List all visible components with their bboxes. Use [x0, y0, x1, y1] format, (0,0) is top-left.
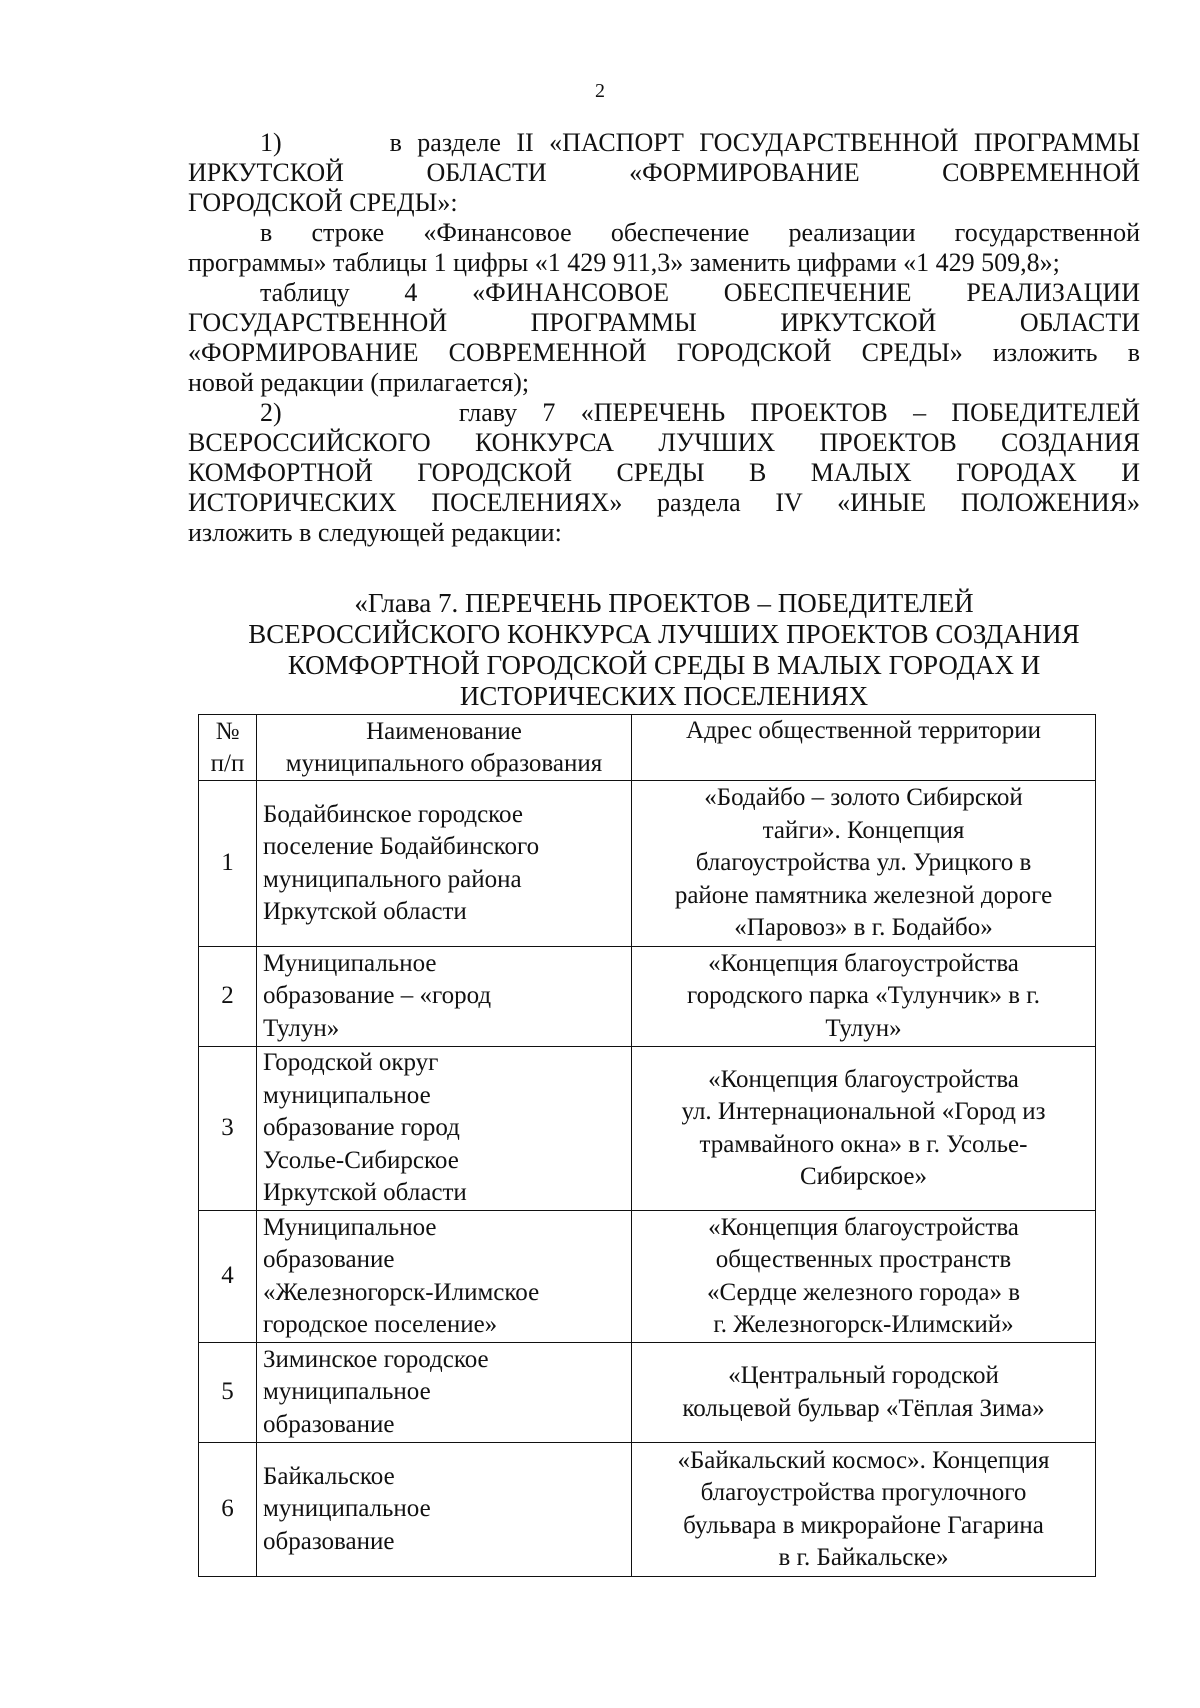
line: ВСЕРОССИЙСКОГО КОНКУРСА ЛУЧШИХ ПРОЕКТОВ СОЗДАНИЯ [188, 428, 1140, 457]
municipality-cell: Муниципальное образование «Железногорск-Илимское городское поселение» [257, 1211, 632, 1343]
address-cell: «Центральный городской кольцевой бульвар «Тёплая Зима» [632, 1343, 1096, 1443]
paragraph-financing-row [188, 218, 1140, 278]
address-cell: «Концепция благоустройства городского парка «Тулунчик» в г. Тулун» [632, 947, 1096, 1047]
chapter-title-line: КОМФОРТНОЙ ГОРОДСКОЙ СРЕДЫ В МАЛЫХ ГОРОДАХ И [287, 650, 1041, 680]
amendment-text [188, 128, 1140, 548]
municipality-cell: Байкальское муниципальное образование [257, 1443, 632, 1577]
line: новой редакции (прилагается); [188, 368, 530, 397]
row-number: 6 [199, 1443, 257, 1577]
row-number: 5 [199, 1343, 257, 1443]
line: программы» таблицы 1 цифры «1 429 911,3» заменить цифрами «1 429 509,8»; [188, 248, 1060, 277]
municipality-cell: Муниципальное образование – «город Тулун» [257, 947, 632, 1047]
table-row [199, 1047, 1096, 1211]
header-address: Адрес общественной территории [632, 715, 1096, 781]
line: ИСТОРИЧЕСКИХ ПОСЕЛЕНИЯХ» раздела IV «ИНЫЕ ПОЛОЖЕНИЯ» [188, 488, 1140, 517]
table-row [199, 781, 1096, 947]
table-row [199, 1443, 1096, 1577]
line: в строке «Финансовое обеспечение реализации государственной [260, 218, 1140, 247]
chapter-title-line: ИСТОРИЧЕСКИХ ПОСЕЛЕНИЯХ [459, 681, 869, 711]
line: ГОСУДАРСТВЕННОЙ ПРОГРАММЫ ИРКУТСКОЙ ОБЛАСТИ [188, 308, 1140, 337]
projects-table [198, 714, 1096, 1577]
table-header-row [199, 715, 1096, 781]
row-number: 2 [199, 947, 257, 1047]
page-number: 2 [595, 80, 605, 102]
line: 1) в разделе II «ПАСПОРТ ГОСУДАРСТВЕННОЙ ПРОГРАММЫ [260, 128, 1140, 157]
table-row [199, 1211, 1096, 1343]
line: 2) главу 7 «ПЕРЕЧЕНЬ ПРОЕКТОВ – ПОБЕДИТЕЛЕЙ [260, 398, 1140, 427]
line: КОМФОРТНОЙ ГОРОДСКОЙ СРЕДЫ В МАЛЫХ ГОРОДАХ И [188, 458, 1140, 487]
paragraph-section-ii [188, 128, 1140, 218]
row-number: 3 [199, 1047, 257, 1211]
line: ГОРОДСКОЙ СРЕДЫ»: [188, 188, 458, 217]
paragraph-chapter-7 [188, 398, 1140, 548]
municipality-cell: Бодайбинское городское поселение Бодайбинского муниципального района Иркутской области [257, 781, 632, 947]
table-row [199, 1343, 1096, 1443]
chapter-title-line: «Глава 7. ПЕРЕЧЕНЬ ПРОЕКТОВ – ПОБЕДИТЕЛЕЙ [354, 588, 974, 618]
line: изложить в следующей редакции: [188, 518, 562, 547]
address-cell: «Концепция благоустройства общественных пространств «Сердце железного города» в г. Железногорск-Илимский» [632, 1211, 1096, 1343]
chapter-title [188, 588, 1140, 712]
municipality-cell: Городской округ муниципальное образование город Усолье-Сибирское Иркутской области [257, 1047, 632, 1211]
paragraph-table-4 [188, 278, 1140, 398]
row-number: 1 [199, 781, 257, 947]
header-municipality: Наименование муниципального образования [257, 715, 632, 781]
address-cell: «Бодайбо – золото Сибирской тайги». Концепция благоустройства ул. Урицкого в районе памятника железной дороге «Паровоз» в г. Бодайбо» [632, 781, 1096, 947]
row-number: 4 [199, 1211, 257, 1343]
table-row [199, 947, 1096, 1047]
address-cell: «Байкальский космос». Концепция благоустройства прогулочного бульвара в микрорайоне Гагарина в г. Байкальске» [632, 1443, 1096, 1577]
address-cell: «Концепция благоустройства ул. Интернациональной «Город из трамвайного окна» в г. Усолье- Сибирское» [632, 1047, 1096, 1211]
municipality-cell: Зиминское городское муниципальное образование [257, 1343, 632, 1443]
line: таблицу 4 «ФИНАНСОВОЕ ОБЕСПЕЧЕНИЕ РЕАЛИЗАЦИИ [260, 278, 1140, 307]
line: ИРКУТСКОЙ ОБЛАСТИ «ФОРМИРОВАНИЕ СОВРЕМЕННОЙ [188, 158, 1140, 187]
chapter-title-line: ВСЕРОССИЙСКОГО КОНКУРСА ЛУЧШИХ ПРОЕКТОВ СОЗДАНИЯ [248, 619, 1080, 649]
header-number: № п/п [199, 715, 257, 781]
line: «ФОРМИРОВАНИЕ СОВРЕМЕННОЙ ГОРОДСКОЙ СРЕДЫ» изложить в [188, 338, 1140, 367]
